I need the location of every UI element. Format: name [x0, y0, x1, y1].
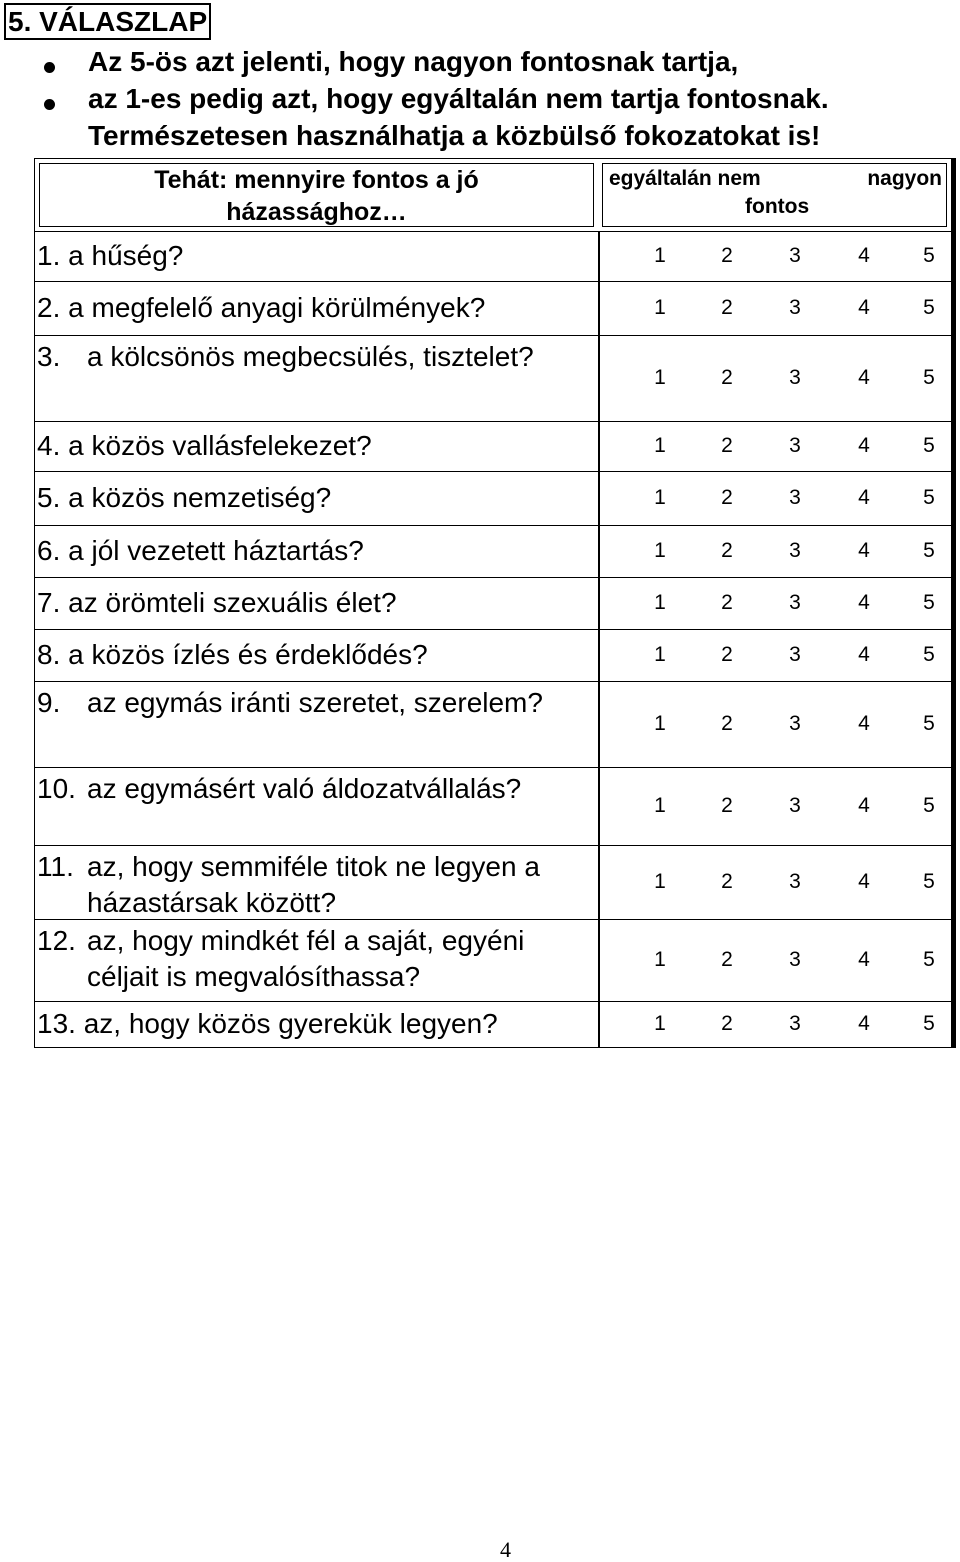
rating-option-1[interactable]: 1 [654, 643, 666, 666]
rating-scale [598, 577, 951, 629]
rating-option-2[interactable]: 2 [721, 434, 733, 457]
rating-option-5[interactable]: 5 [923, 591, 935, 614]
bullet-icon [44, 62, 55, 73]
rating-option-2[interactable]: 2 [721, 643, 733, 666]
rating-option-4[interactable]: 4 [858, 794, 870, 817]
question-number: 13. [37, 1008, 76, 1039]
question-cell [35, 421, 600, 471]
question-number: 3. [37, 341, 61, 372]
table-row [35, 525, 951, 578]
rating-option-1[interactable]: 1 [654, 712, 666, 735]
rating-scale [598, 681, 951, 767]
question-text [37, 771, 587, 807]
rating-option-1[interactable]: 1 [654, 948, 666, 971]
rating-option-5[interactable]: 5 [923, 434, 935, 457]
rating-scale [598, 281, 951, 335]
question-text [37, 685, 587, 721]
rating-option-4[interactable]: 4 [858, 244, 870, 267]
rating-option-5[interactable]: 5 [923, 948, 935, 971]
question-number: 10. [37, 773, 76, 804]
rating-option-4[interactable]: 4 [858, 366, 870, 389]
question-cell [35, 629, 600, 681]
table-row [35, 577, 951, 630]
rating-option-2[interactable]: 2 [721, 948, 733, 971]
rating-option-2[interactable]: 2 [721, 794, 733, 817]
question-cell [35, 335, 600, 421]
rating-option-5[interactable]: 5 [923, 539, 935, 562]
rating-option-3[interactable]: 3 [789, 870, 801, 893]
rating-option-3[interactable]: 3 [789, 244, 801, 267]
rating-option-5[interactable]: 5 [923, 366, 935, 389]
question-cell [35, 1001, 600, 1047]
rating-option-1[interactable]: 1 [654, 870, 666, 893]
rating-table [34, 158, 952, 1048]
rating-scale [598, 525, 951, 577]
instruction-line: Az 5-ös azt jelenti, hogy nagyon fontosnak tartja, [88, 46, 739, 77]
rating-option-5[interactable]: 5 [923, 1012, 935, 1035]
rating-option-1[interactable]: 1 [654, 539, 666, 562]
rating-option-4[interactable]: 4 [858, 486, 870, 509]
rating-scale [598, 845, 951, 919]
table-row [35, 231, 951, 282]
table-row [35, 1001, 951, 1047]
rating-option-3[interactable]: 3 [789, 366, 801, 389]
table-row [35, 421, 951, 472]
rating-scale [598, 767, 951, 845]
question-label: az egymásért való áldozatvállalás? [87, 773, 522, 804]
rating-option-4[interactable]: 4 [858, 434, 870, 457]
question-text [37, 428, 372, 464]
rating-option-5[interactable]: 5 [923, 486, 935, 509]
table-row [35, 845, 951, 920]
rating-option-4[interactable]: 4 [858, 1012, 870, 1035]
question-text [37, 923, 587, 995]
question-text [37, 290, 485, 326]
rating-option-2[interactable]: 2 [721, 366, 733, 389]
rating-option-3[interactable]: 3 [789, 1012, 801, 1035]
rating-option-1[interactable]: 1 [654, 486, 666, 509]
header-scale [602, 163, 947, 227]
question-cell [35, 471, 600, 525]
question-label: az, hogy közös gyerekük legyen? [83, 1008, 498, 1039]
rating-option-1[interactable]: 1 [654, 591, 666, 614]
rating-option-1[interactable]: 1 [654, 296, 666, 319]
table-header [35, 159, 951, 232]
rating-scale [598, 421, 951, 471]
rating-option-4[interactable]: 4 [858, 296, 870, 319]
rating-option-4[interactable]: 4 [858, 539, 870, 562]
page-number: 4 [500, 1537, 511, 1562]
rating-option-5[interactable]: 5 [923, 296, 935, 319]
bullet-icon [44, 99, 55, 110]
question-text [37, 1006, 498, 1042]
rating-scale [598, 629, 951, 681]
question-label: az, hogy semmiféle titok ne legyen a házastársak között? [87, 851, 540, 918]
rating-option-3[interactable]: 3 [789, 591, 801, 614]
rating-option-5[interactable]: 5 [923, 244, 935, 267]
question-label: az örömteli szexuális élet? [68, 587, 397, 618]
question-label: az egymás iránti szeretet, szerelem? [87, 687, 543, 718]
rating-option-2[interactable]: 2 [721, 244, 733, 267]
rating-option-2[interactable]: 2 [721, 539, 733, 562]
table-row [35, 281, 951, 336]
rating-scale [598, 335, 951, 421]
rating-scale [598, 231, 951, 281]
rating-option-2[interactable]: 2 [721, 1012, 733, 1035]
question-text [37, 585, 397, 621]
question-number: 12. [37, 925, 76, 956]
rating-option-3[interactable]: 3 [789, 643, 801, 666]
rating-scale [598, 1001, 951, 1047]
instruction-line: az 1-es pedig azt, hogy egyáltalán nem tartja fontosnak. [88, 83, 829, 114]
question-label: a közös vallásfelekezet? [68, 430, 372, 461]
rating-option-2[interactable]: 2 [721, 712, 733, 735]
rating-option-3[interactable]: 3 [789, 712, 801, 735]
question-number: 6. [37, 535, 61, 566]
rating-option-3[interactable]: 3 [789, 794, 801, 817]
question-text [37, 238, 183, 274]
rating-option-3[interactable]: 3 [789, 434, 801, 457]
question-cell [35, 767, 600, 845]
question-number: 5. [37, 482, 61, 513]
table-row [35, 767, 951, 846]
question-number: 9. [37, 687, 61, 718]
rating-scale [598, 471, 951, 525]
table-row [35, 681, 951, 768]
rating-option-4[interactable]: 4 [858, 643, 870, 666]
question-label: a kölcsönös megbecsülés, tisztelet? [87, 341, 534, 372]
question-cell [35, 681, 600, 767]
rating-option-2[interactable]: 2 [721, 296, 733, 319]
table-row [35, 335, 951, 422]
question-cell [35, 281, 600, 335]
rating-option-4[interactable]: 4 [858, 948, 870, 971]
rating-option-1[interactable]: 1 [654, 366, 666, 389]
rating-option-5[interactable]: 5 [923, 712, 935, 735]
question-text [37, 533, 364, 569]
rating-scale [598, 919, 951, 1001]
question-cell [35, 577, 600, 629]
question-number: 4. [37, 430, 61, 461]
question-label: az, hogy mindkét fél a saját, egyéni céljait is megvalósíthassa? [87, 925, 525, 992]
page-title: 5. VÁLASZLAP [4, 3, 211, 40]
question-number: 11. [37, 851, 74, 882]
header-question: Tehát: mennyire fontos a jó házassághoz… [39, 163, 594, 227]
question-text [37, 637, 428, 673]
table-row [35, 629, 951, 682]
rating-option-3[interactable]: 3 [789, 948, 801, 971]
question-cell [35, 845, 600, 919]
table-row [35, 471, 951, 526]
question-number: 1. [37, 240, 61, 271]
rating-option-5[interactable]: 5 [923, 870, 935, 893]
rating-option-1[interactable]: 1 [654, 794, 666, 817]
question-label: a jól vezetett háztartás? [68, 535, 364, 566]
question-cell [35, 231, 600, 281]
rating-option-1[interactable]: 1 [654, 1012, 666, 1035]
question-number: 7. [37, 587, 61, 618]
table-row [35, 919, 951, 1002]
question-text [37, 480, 331, 516]
question-cell [35, 919, 600, 1001]
rating-option-5[interactable]: 5 [923, 794, 935, 817]
question-label: a közös ízlés és érdeklődés? [68, 639, 428, 670]
rating-option-2[interactable]: 2 [721, 870, 733, 893]
rating-option-3[interactable]: 3 [789, 539, 801, 562]
question-cell [35, 525, 600, 577]
question-text [37, 849, 587, 921]
question-label: a megfelelő anyagi körülmények? [68, 292, 486, 323]
rating-option-1[interactable]: 1 [654, 244, 666, 267]
scale-low-label-2: fontos [745, 195, 810, 218]
question-label: a hűség? [68, 240, 184, 271]
rating-option-3[interactable]: 3 [789, 486, 801, 509]
rating-option-5[interactable]: 5 [923, 643, 935, 666]
rating-option-4[interactable]: 4 [858, 591, 870, 614]
rating-option-2[interactable]: 2 [721, 591, 733, 614]
rating-option-2[interactable]: 2 [721, 486, 733, 509]
rating-option-4[interactable]: 4 [858, 712, 870, 735]
rating-option-3[interactable]: 3 [789, 296, 801, 319]
instruction-line: Természetesen használhatja a közbülső fokozatokat is! [88, 120, 821, 151]
scale-high-label: nagyon [867, 167, 942, 190]
rating-option-4[interactable]: 4 [858, 870, 870, 893]
question-label: a közös nemzetiség? [68, 482, 332, 513]
question-number: 2. [37, 292, 61, 323]
scale-low-label: egyáltalán nem [609, 167, 761, 190]
rating-option-1[interactable]: 1 [654, 434, 666, 457]
question-text [37, 339, 587, 375]
question-number: 8. [37, 639, 61, 670]
